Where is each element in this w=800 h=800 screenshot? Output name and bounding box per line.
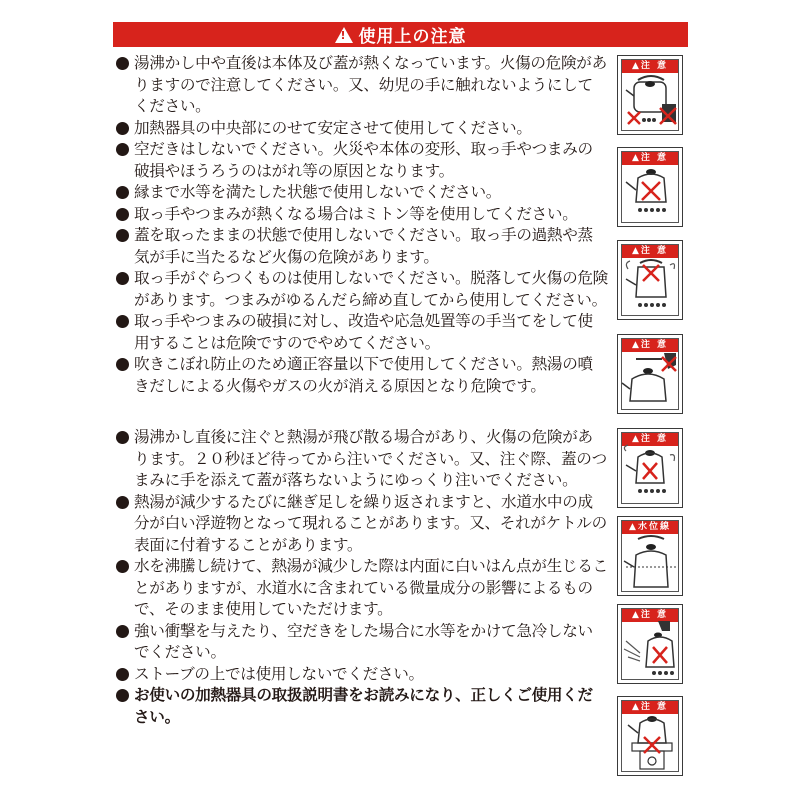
- kettle-no-lid-prohibited-icon: [618, 255, 684, 319]
- bullet-icon: [116, 625, 129, 638]
- notice-list-secondary: [116, 427, 608, 728]
- kettle-empty-heating-prohibited-icon: [618, 162, 684, 226]
- caution-sign: ▲注 意: [617, 240, 683, 320]
- bullet-icon: [116, 229, 129, 242]
- caution-sign: ▲注 意: [617, 604, 683, 684]
- warning-triangle-icon: [335, 27, 353, 43]
- bullet-icon: [116, 668, 129, 681]
- bullet-icon: [116, 57, 129, 70]
- bullet-icon: [116, 431, 129, 444]
- hot-water-splash-icon: [618, 443, 684, 507]
- list-item: 吹きこぼれ防止のため適正容量以下で使用してください。熱湯の噴きだしによる火傷やガスの火が消える原因となり危険です。: [116, 354, 608, 397]
- caution-sign: ▲水位線: [617, 516, 683, 596]
- bullet-icon: [116, 358, 129, 371]
- list-item: ストーブの上では使用しないでください。: [116, 664, 608, 686]
- bullet-icon: [116, 560, 129, 573]
- list-item: 強い衝撃を与えたり、空だきをした場合に水等をかけて急冷しないでください。: [116, 621, 608, 664]
- list-item: 湯沸かし中や直後は本体及び蓋が熱くなっています。火傷の危険がありますので注意してください。又、幼児の手に触れないようにしてください。: [116, 53, 608, 118]
- list-item: お使いの加熱器具の取扱説明書をお読みになり、正しくご使用ください。: [116, 685, 608, 728]
- caution-sign: ▲注 意: [617, 55, 683, 135]
- bullet-icon: [116, 689, 129, 702]
- bullet-icon: [116, 186, 129, 199]
- water-level-line-icon: [618, 531, 684, 595]
- list-item: 蓋を取ったままの状態で使用しないでください。取っ手の過熱や蒸気が手に当たるなど火傷の危険があります。: [116, 225, 608, 268]
- bullet-icon: [116, 496, 129, 509]
- loose-handle-prohibited-icon: [618, 349, 684, 413]
- bullet-icon: [116, 272, 129, 285]
- bullet-icon: [116, 208, 129, 221]
- list-item: 水を沸騰し続けて、熱湯が減少した際は内面に白いはん点が生じることがありますが、水道水に含まれている微量成分の影響によるもので、そのまま使用していただけます。: [116, 556, 608, 621]
- no-cold-water-quench-icon: [618, 619, 684, 683]
- kettle-hot-no-touch-icon: [618, 70, 684, 134]
- caution-sign-column: [617, 0, 687, 800]
- list-item: 取っ手やつまみが熱くなる場合はミトン等を使用してください。: [116, 204, 608, 226]
- list-item: 取っ手がぐらつくものは使用しないでください。脱落して火傷の危険があります。つまみがゆるんだら締め直してから使用してください。: [116, 268, 608, 311]
- notice-list-primary: [116, 53, 608, 397]
- caution-sign: ▲注 意: [617, 147, 683, 227]
- bullet-icon: [116, 315, 129, 328]
- caution-sign: ▲注 意: [617, 428, 683, 508]
- list-item: 加熱器具の中央部にのせて安定させて使用してください。: [116, 118, 608, 140]
- notice-header: [113, 22, 688, 47]
- bullet-icon: [116, 122, 129, 135]
- no-stove-use-icon: [618, 711, 684, 775]
- list-item: 空だきはしないでください。火災や本体の変形、取っ手やつまみの破損やほうろうのはがれ等の原因となります。: [116, 139, 608, 182]
- caution-sign: ▲注 意: [617, 334, 683, 414]
- list-item: 縁まで水等を満たした状態で使用しないでください。: [116, 182, 608, 204]
- caution-sign: ▲注 意: [617, 696, 683, 776]
- page-title: 使用上の注意: [358, 27, 467, 47]
- bullet-icon: [116, 143, 129, 156]
- list-item: 湯沸かし直後に注ぐと熱湯が飛び散る場合があり、火傷の危険があります。２０秒ほど待ってから注いでください。又、注ぐ際、蓋のつまみに手を添えて蓋が落ちないようにゆっくり注いでください。: [116, 427, 608, 492]
- list-item: 取っ手やつまみの破損に対し、改造や応急処置等の手当てをして使用することは危険ですのでやめてください。: [116, 311, 608, 354]
- list-item: 熱湯が減少するたびに継ぎ足しを繰り返されますと、水道水中の成分が白い浮遊物となって現れることがあります。又、それがケトルの表面に付着することがあります。: [116, 492, 608, 557]
